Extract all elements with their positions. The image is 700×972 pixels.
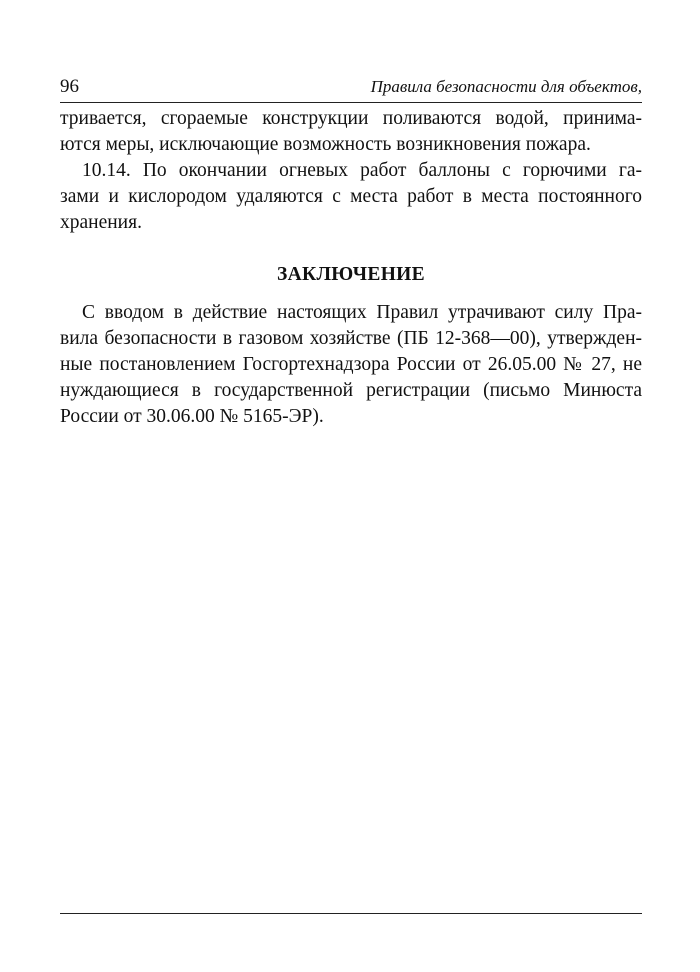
text-line: 10.14. По окончании огневых работ баллоны с горючими га- [82, 160, 642, 181]
paragraph-10-14 [60, 158, 642, 236]
footer-rule [60, 913, 642, 914]
text-line: нуждающиеся в государственной регистрации (письмо Минюста [60, 380, 642, 401]
page-header [60, 76, 642, 103]
section-heading: ЗАКЛЮЧЕНИЕ [277, 264, 425, 285]
page-number: 96 [60, 76, 79, 97]
text-line: ются меры, исключающие возможность возникновения пожара. [60, 134, 591, 155]
paragraph-continued [60, 106, 642, 158]
text-line: зами и кислородом удаляются с места работ в места постоянного [60, 186, 642, 207]
page-body [60, 106, 642, 430]
text-line: ные постановлением Госгортехнадзора России от 26.05.00 № 27, не [60, 354, 642, 375]
paragraph-conclusion [60, 300, 642, 430]
text-line: тривается, сгораемые конструкции поливаются водой, принима- [60, 108, 642, 129]
text-line: хранения. [60, 212, 142, 233]
text-line: вила безопасности в газовом хозяйстве (ПБ 12-368—00), утвержден- [60, 328, 642, 349]
text-line: России от 30.06.00 № 5165-ЭР). [60, 406, 324, 427]
text-line: С вводом в действие настоящих Правил утрачивают силу Пра- [82, 302, 642, 323]
running-title: Правила безопасности для объектов, [370, 77, 642, 96]
